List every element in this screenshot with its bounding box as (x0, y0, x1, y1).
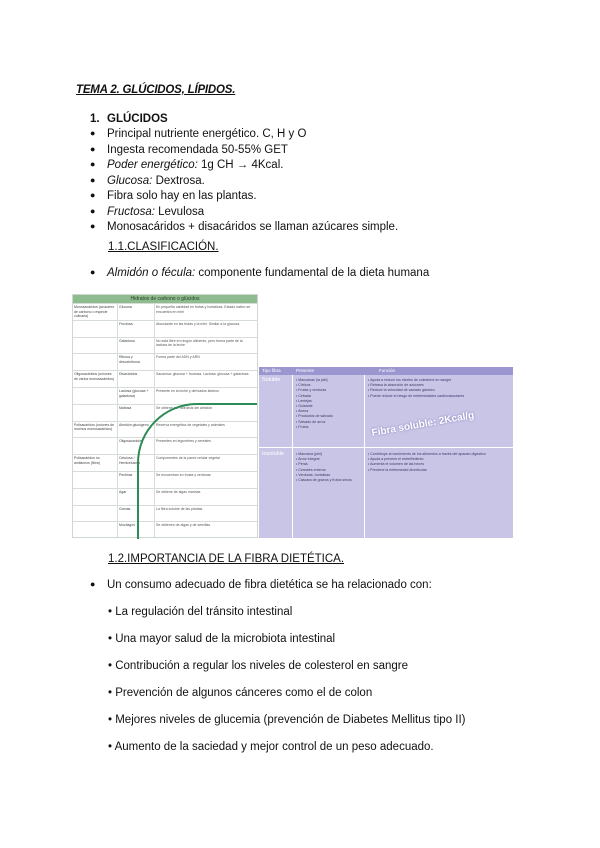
table1-cell-c2: Galactosa (119, 338, 135, 343)
table1-cell-c2: Lactosa (glucosa + galactosa) (119, 389, 149, 398)
table1-header: Hidratos de carbono o glúcidos (73, 295, 257, 303)
table1-cell-c2: Almidón glucógeno (119, 422, 149, 427)
table1-cell-c1 (73, 354, 117, 356)
highlight-arc (137, 403, 257, 539)
soluble-function-item: • Reduce la velocidad de vaciado gástrico (368, 388, 508, 393)
table1-cell-c2: Celulosa / Hemicelulosa (119, 456, 141, 465)
soluble-source-item: • Guisante (296, 404, 362, 409)
table1-cell-c1 (73, 338, 117, 340)
bullet-item (90, 204, 398, 220)
soluble-source-item: • Avena (296, 409, 362, 414)
insoluble-function-item: • Aumenta el volumen de las heces (368, 462, 508, 467)
bullet-text: Principal nutriente energético. C, H y O (107, 128, 307, 140)
table1-cell-c3: La fibra soluble de las plantas (156, 506, 203, 511)
table2-header-tipo: Tipo fibra (262, 368, 281, 373)
table1-cell-c2: Ribosa y desoxirribosa (119, 355, 140, 364)
table1-cell-c2: Fructosa (119, 321, 133, 326)
table1-row (73, 353, 257, 370)
table2-header-presente: Presente (296, 368, 315, 373)
insoluble-function-item: • Contribuye al movimiento de los alimentos a través del aparato digestivo (368, 452, 508, 457)
importance-item: • Prevención de algunos cánceres como el de colon (108, 687, 373, 699)
insoluble-source-item: • Peras (296, 462, 362, 467)
soluble-source-item: • Productos de salvado (296, 414, 362, 419)
table1-cell-c3: Presentes en legumbres y cereales (156, 439, 211, 444)
carbohydrate-classification-table (72, 294, 258, 538)
fiber-type-insoluble: Insoluble (262, 451, 285, 457)
table1-cell-c3: Abundante en las frutas y la miel. Similar a la glucosa. (156, 321, 241, 326)
bullet-dot-icon: ● (90, 174, 96, 185)
table1-cell-c1 (73, 522, 117, 524)
bullet-dot-icon: ● (90, 205, 96, 216)
soluble-source-item: • Salvado de arroz (296, 420, 362, 425)
subsection-clasificacion: 1.1.CLASIFICACIÓN. (108, 241, 219, 253)
table1-row (73, 303, 257, 320)
soluble-source-item: • Frutas y verduras (296, 388, 362, 393)
table1-cell-c2: Mucílagos (119, 523, 135, 528)
bullet-text: 1g CH → 4Kcal. (197, 159, 284, 171)
bullet-text: Monosacáridos + disacáridos se llaman azúcares simple. (107, 221, 399, 233)
bullet-item (90, 157, 398, 173)
table1-cell-c3: Se encuentran en frutas y verduras (156, 473, 211, 477)
table1-cell-c3: Se obtiene por hidrólisis del almidón (156, 405, 213, 410)
table1-row (73, 387, 257, 404)
table1-cell-c3: Presente en la leche y derivados lácteos (156, 389, 219, 393)
soluble-source-item: • Manzanas (la piel) (296, 378, 362, 383)
bullet-text: Levulosa (154, 205, 205, 218)
table1-row (73, 337, 257, 354)
table1-cell-c2: Pectinas (119, 473, 133, 477)
soluble-function-item: • Ayuda a reducir los niveles de colesterol en sangre (368, 378, 508, 383)
bullet-dot-icon: ● (90, 143, 96, 154)
table1-cell-c2: Gomas (119, 506, 131, 511)
fiber-type-table (259, 367, 513, 538)
table1-cell-c3: Forma parte del ADN y ARN (156, 355, 200, 360)
page-title: TEMA 2. GLÚCIDOS, LÍPIDOS. (76, 84, 236, 96)
bullet-item (90, 219, 398, 235)
section-number: 1. (90, 113, 100, 125)
insoluble-source-item: • Cereales enteros (296, 468, 362, 473)
bullet-item (90, 188, 398, 204)
soluble-source-item: • Cebada (296, 394, 362, 399)
glucidos-bullet-list (90, 126, 398, 235)
table1-cell-c2: Glucosa (119, 305, 132, 309)
table1-row (73, 370, 257, 387)
table1-cell-c2: Disacáridos (119, 372, 138, 377)
soluble-sources-list (296, 378, 362, 430)
insoluble-source-item: • Arroz integral (296, 457, 362, 462)
bullet-item (90, 173, 398, 189)
bullet-dot-icon: ● (90, 128, 96, 138)
bullet-text: Fibra solo hay en las plantas. (107, 190, 257, 202)
classification-figure (72, 294, 513, 538)
table1-cell-c1: Monosacáridos (azúcares de carbono o especie culinaria) (74, 305, 115, 318)
insoluble-function-item: • Ayuda a prevenir el estreñimiento (368, 457, 508, 462)
bullet-text: Ingesta recomendada 50-55% GET (107, 143, 288, 156)
soluble-source-item: • Lentejas (296, 399, 362, 404)
insoluble-source-item: • Manzana (piel) (296, 452, 362, 457)
almidon-bullet (90, 267, 429, 279)
bullet-item (90, 142, 398, 158)
table2-header-funcion: Función (379, 368, 396, 373)
soluble-functions-list (368, 378, 508, 399)
soluble-function-item: • Retrasa la absorción de azúcares (368, 383, 508, 388)
table1-cell-c1 (73, 489, 117, 491)
table1-cell-c2: Maltosa (119, 405, 132, 410)
section-label: GLÚCIDOS (107, 113, 168, 125)
almidon-text: componente fundamental de la dieta humana (195, 267, 430, 279)
insoluble-sources-list (296, 452, 362, 483)
subsection-importancia-fibra: 1.2.IMPORTANCIA DE LA FIBRA DIETÉTICA. (108, 553, 345, 565)
importance-item: • La regulación del tránsito intestinal (108, 606, 293, 618)
section-heading-glucidos (90, 113, 168, 125)
importance-item: • Una mayor salud de la microbiota intestinal (108, 633, 336, 645)
table1-row (73, 320, 257, 337)
table1-cell-c3: Reserva energética de vegetales y animales (156, 422, 225, 427)
importance-item: • Aumento de la saciedad y mejor control de un peso adecuado. (108, 741, 434, 753)
soluble-function-item: • Puede reducir el riesgo de enfermedades cardiovasculares (368, 394, 508, 399)
insoluble-function-item: • Previene la enfermedad diverticular (368, 468, 508, 473)
bullet-dot-icon: ● (90, 190, 96, 200)
bullet-text: Dextrosa. (152, 174, 205, 187)
bullet-dot-icon: ● (90, 159, 96, 169)
bullet-dot-icon: ● (90, 267, 96, 277)
bullet-lead: Poder energético: (107, 159, 198, 171)
bullet-dot-icon: ● (90, 579, 96, 589)
table1-cell-c3: Componentes de la pared celular vegetal (156, 456, 220, 461)
insoluble-source-item: • Verduras, hortalizas (296, 473, 362, 478)
table1-cell-c3: En pequeña cantidad en frutas y hortalizas. Estado nativo se encuentra en miel (156, 305, 251, 314)
bullet-item (90, 126, 398, 142)
table1-cell-c1 (73, 472, 117, 474)
insoluble-source-item: • Cáscara de granos y frutos secos (296, 478, 362, 483)
table1-cell-c1 (73, 388, 117, 390)
bullet-lead: Fructosa: (107, 205, 155, 218)
table1-cell-c2: Agar (119, 489, 127, 494)
table1-cell-c3: Sacarosa: glucosa + fructosa. Lactosa: glucosa + galactosa (156, 372, 249, 377)
importance-item: • Mejores niveles de glucemia (prevención de Diabetes Mellitus tipo II) (108, 714, 466, 726)
insoluble-functions-list (368, 452, 508, 473)
table1-cell-c3: No está libre en ningún alimento, pero forma parte de la lactosa de la leche (156, 338, 243, 348)
fiber-soluble-stamp: Fibra soluble: 2Kcal/g (370, 410, 476, 439)
almidon-lead: Almidón o fécula: (107, 267, 196, 279)
fiber-type-soluble: Soluble (262, 377, 281, 383)
bullet-lead: Glucosa: (107, 174, 153, 187)
table1-cell-c1 (73, 438, 117, 440)
table1-cell-c1 (73, 321, 117, 323)
table1-cell-c3: Se obtienen de algas y de semillas (156, 523, 211, 528)
table1-cell-c1 (73, 405, 117, 407)
soluble-source-item: • Frutos (296, 425, 362, 430)
bullet-dot-icon: ● (90, 221, 96, 231)
table1-cell-c2: Oligosacáridos (119, 439, 143, 444)
importance-item: • Contribución a regular los niveles de colesterol en sangre (108, 660, 408, 672)
consumo-text: Un consumo adecuado de fibra dietética se ha relacionado con: (107, 579, 432, 591)
table1-cell-c3: Se obtiene de algas marinas (156, 489, 201, 494)
table1-cell-c1: Polisacáridos (uniones de muchos monosacáridos) (74, 422, 115, 432)
table1-cell-c1: Polisacáridos no amiláceos (fibra) (74, 456, 100, 465)
consumo-bullet (90, 579, 432, 591)
soluble-source-item: • Cítricos (296, 383, 362, 388)
table1-cell-c1 (73, 506, 117, 508)
table1-cell-c1: Oligosacáridos (uniones de varios monosacáridos) (74, 372, 115, 381)
table2-header (259, 367, 513, 375)
